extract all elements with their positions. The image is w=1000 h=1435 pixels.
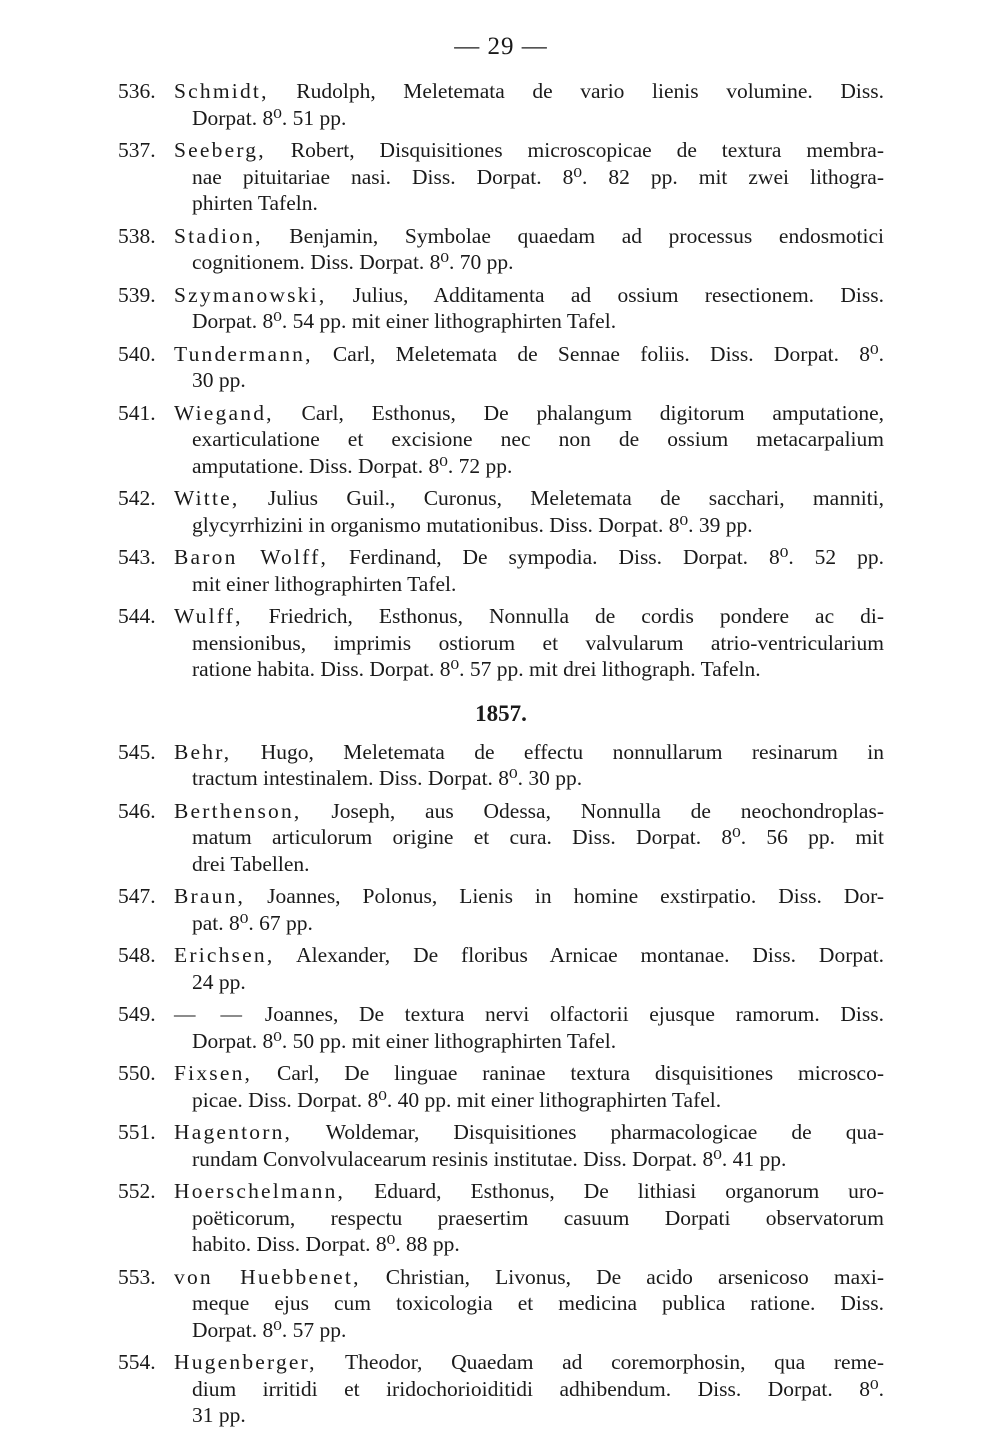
entry-line	[174, 603, 884, 630]
entry-line	[174, 969, 884, 996]
entry-line-text: Dorpat. 8⁰. 54 pp. mit einer lithographirten Tafel.	[192, 309, 617, 333]
entry-line-text: Eduard, Esthonus, De lithiasi organorum uro-	[345, 1179, 884, 1203]
bibliography-entry	[118, 942, 884, 995]
entry-number: 545.	[118, 739, 156, 764]
bibliography-entry	[118, 137, 884, 217]
entry-line	[174, 942, 884, 969]
entry-text	[174, 1349, 884, 1429]
entry-line-text: pat. 8⁰. 67 pp.	[192, 910, 313, 935]
entry-line-text: Dorpat. 8⁰. 51 pp.	[192, 105, 347, 130]
entry-number: 547.	[118, 884, 156, 908]
entry-author: Schmidt,	[174, 79, 269, 103]
entry-number: 552.	[118, 1179, 156, 1203]
entry-line	[174, 1376, 884, 1403]
entry-line-text: Carl, Meletemata de Sennae foliis. Diss. Dorpat. 8⁰.	[312, 341, 884, 366]
entry-line-text: amputatione. Diss. Dorpat. 8⁰. 72 pp.	[192, 453, 513, 478]
entry-text	[174, 1060, 884, 1113]
entry-line	[174, 1028, 884, 1055]
entry-line-text: 31 pp.	[192, 1403, 246, 1427]
bibliography-entry	[118, 341, 884, 394]
bibliography-entry	[118, 1349, 884, 1429]
entry-line-text: picae. Diss. Dorpat. 8⁰. 40 pp. mit einer lithographirten Tafel.	[192, 1087, 722, 1112]
entry-line-text: cognitionem. Diss. Dorpat. 8⁰. 70 pp.	[192, 250, 514, 274]
year-heading: 1857.	[475, 700, 527, 726]
bibliography-entry	[118, 544, 884, 597]
entry-line-text: nae pituitariae nasi. Diss. Dorpat. 8⁰. 82 pp. mit zwei lithogra-	[192, 164, 884, 189]
entry-line	[174, 630, 884, 657]
entry-line-text: Joannes, De textura nervi olfactorii ejusque ramorum. Diss.	[244, 1002, 884, 1026]
entry-line-text: drei Tabellen.	[192, 851, 310, 876]
entry-line-text: Friedrich, Esthonus, Nonnulla de cordis pondere ac di-	[242, 604, 884, 628]
entry-line-text: Rudolph, Meletemata de vario lienis volumine. Diss.	[268, 79, 884, 103]
entry-line-text: Julius, Additamenta ad ossium resectionem. Diss.	[326, 282, 884, 307]
entry-line	[174, 1231, 884, 1258]
entry-number: 536.	[118, 79, 156, 103]
entry-number: 537.	[118, 138, 156, 162]
entry-line-text: Alexander, De floribus Arnicae montanae. Diss. Dorpat.	[274, 943, 884, 967]
entry-line	[174, 453, 884, 480]
entry-line-text: meque ejus cum toxicologia et medicina publica ratione. Diss.	[192, 1291, 884, 1315]
entry-text	[174, 798, 884, 878]
entry-number: 549.	[118, 1002, 156, 1026]
entry-text	[174, 282, 884, 335]
entry-text	[174, 942, 884, 995]
entry-author: Stadion,	[174, 223, 263, 248]
entry-author: Tundermann,	[174, 341, 313, 366]
entry-line	[174, 308, 884, 335]
entry-number: 554.	[118, 1350, 156, 1374]
entry-author: Behr,	[174, 739, 232, 764]
bibliography-entry	[118, 603, 884, 683]
bibliography-entry	[118, 1119, 884, 1172]
entry-text	[174, 78, 884, 131]
entry-line	[174, 1178, 884, 1205]
entry-line-text: Benjamin, Symbolae quaedam ad processus endosmotici	[262, 223, 884, 248]
entry-author: Fixsen,	[174, 1061, 253, 1085]
entry-line	[174, 824, 884, 851]
bibliography-list	[118, 78, 884, 1429]
entry-line	[174, 512, 884, 539]
entry-line	[174, 137, 884, 164]
entry-line-text: Joseph, aus Odessa, Nonnulla de neochondroplas-	[301, 798, 884, 823]
entry-line	[174, 571, 884, 598]
entry-line-text: Ferdinand, De sympodia. Diss. Dorpat. 8⁰. 52 pp.	[328, 545, 884, 569]
entry-line	[174, 1317, 884, 1344]
bibliography-entry	[118, 400, 884, 480]
entry-line	[174, 1119, 884, 1146]
entry-text	[174, 137, 884, 217]
entry-line-text: Carl, De linguae raninae textura disquisitiones microsco-	[252, 1061, 884, 1085]
entry-line-text: Dorpat. 8⁰. 57 pp.	[192, 1317, 347, 1342]
entry-line	[174, 1205, 884, 1232]
entry-line-text: Julius Guil., Curonus, Meletemata de sacchari, manniti,	[239, 486, 884, 510]
entry-line	[174, 282, 884, 309]
bibliography-entry	[118, 1060, 884, 1113]
bibliography-entry	[118, 485, 884, 538]
entry-line	[174, 656, 884, 683]
entry-text	[174, 883, 884, 936]
entry-number: 540.	[118, 341, 156, 366]
entry-number: 539.	[118, 282, 156, 307]
entry-line	[174, 485, 884, 512]
entry-line-text: phirten Tafeln.	[192, 191, 318, 215]
entry-number: 551.	[118, 1120, 156, 1144]
entry-line	[174, 367, 884, 394]
entry-text	[174, 1178, 884, 1258]
entry-line	[174, 1402, 884, 1429]
entry-line-text: mit einer lithographirten Tafel.	[192, 571, 457, 596]
entry-text	[174, 739, 884, 792]
entry-line	[174, 341, 884, 368]
entry-line	[174, 910, 884, 937]
entry-line	[174, 739, 884, 766]
entry-line-text: dium irritidi et iridochorioiditidi adhibendum. Diss. Dorpat. 8⁰.	[192, 1376, 884, 1401]
entry-number: 541.	[118, 400, 156, 425]
entry-text	[174, 603, 884, 683]
entry-line	[174, 1290, 884, 1317]
entry-line	[174, 78, 884, 105]
entry-author: Hagentorn,	[174, 1120, 293, 1144]
entry-line-text: poëticorum, respectu praesertim casuum Dorpati observatorum	[192, 1205, 884, 1230]
entry-author: Braun,	[174, 884, 246, 908]
entry-line-text: Woldemar, Disquisitiones pharmacologicae de qua-	[292, 1120, 884, 1144]
entry-number: 546.	[118, 798, 156, 823]
entry-text	[174, 485, 884, 538]
entry-text	[174, 223, 884, 276]
entry-line-text: Carl, Esthonus, De phalangum digitorum amputatione,	[273, 400, 884, 425]
entry-author: — —	[174, 1002, 245, 1026]
entry-text	[174, 1119, 884, 1172]
entry-line	[174, 544, 884, 571]
bibliography-entry	[118, 883, 884, 936]
entry-line	[174, 883, 884, 910]
entry-line-text: rundam Convolvulacearum resinis institutae. Diss. Dorpat. 8⁰. 41 pp.	[192, 1146, 787, 1171]
bibliography-entry	[118, 1178, 884, 1258]
entry-author: von Huebbenet,	[174, 1264, 361, 1289]
entry-line	[174, 223, 884, 250]
entry-line-text: Dorpat. 8⁰. 50 pp. mit einer lithographirten Tafel.	[192, 1028, 617, 1053]
entry-text	[174, 341, 884, 394]
entry-number: 538.	[118, 223, 156, 248]
entry-line	[174, 1264, 884, 1291]
bibliography-entry	[118, 78, 884, 131]
bibliography-entry	[118, 223, 884, 276]
entry-line-text: Hugo, Meletemata de effectu nonnullarum resinarum in	[231, 739, 884, 764]
entry-line	[174, 190, 884, 217]
entry-line	[174, 798, 884, 825]
entry-number: 553.	[118, 1264, 156, 1289]
entry-number: 548.	[118, 943, 156, 967]
bibliography-entry	[118, 1001, 884, 1054]
entry-author: Erichsen,	[174, 943, 275, 967]
entry-author: Wulff,	[174, 604, 243, 628]
entry-line-text: Robert, Disquisitiones microscopicae de textura membra-	[265, 138, 884, 162]
document-page	[118, 30, 884, 1435]
entry-line	[174, 249, 884, 276]
entry-author: Hoerschelmann,	[174, 1179, 346, 1203]
entry-line	[174, 1060, 884, 1087]
entry-text	[174, 1001, 884, 1054]
entry-line-text: Theodor, Quaedam ad coremorphosin, qua reme-	[316, 1350, 884, 1374]
page-number: — 29 —	[454, 33, 548, 60]
entry-text	[174, 1264, 884, 1344]
entry-line	[174, 400, 884, 427]
entry-author: Hugenberger,	[174, 1350, 317, 1374]
entry-line	[174, 1349, 884, 1376]
entry-line-text: 24 pp.	[192, 969, 246, 994]
entry-author: Wiegand,	[174, 400, 274, 425]
entry-author: Berthenson,	[174, 798, 302, 823]
entry-line-text: habito. Diss. Dorpat. 8⁰. 88 pp.	[192, 1232, 460, 1256]
bibliography-entry	[118, 798, 884, 878]
entry-text	[174, 544, 884, 597]
entry-line	[174, 1001, 884, 1028]
bibliography-entry	[118, 282, 884, 335]
entry-number: 543.	[118, 545, 156, 569]
entry-number: 544.	[118, 604, 156, 628]
entry-line	[174, 851, 884, 878]
entry-author: Seeberg,	[174, 138, 266, 162]
entry-author: Baron Wolff,	[174, 545, 329, 569]
entry-line-text: tractum intestinalem. Diss. Dorpat. 8⁰. 30 pp.	[192, 766, 583, 790]
entry-line	[174, 1146, 884, 1173]
entry-number: 542.	[118, 486, 156, 510]
entry-line-text: glycyrrhizini in organismo mutationibus. Diss. Dorpat. 8⁰. 39 pp.	[192, 512, 753, 537]
entry-line-text: Christian, Livonus, De acido arsenicoso maxi-	[360, 1264, 884, 1289]
entry-author: Szymanowski,	[174, 282, 327, 307]
entry-number: 550.	[118, 1061, 156, 1085]
entry-line-text: matum articulorum origine et cura. Diss. Dorpat. 8⁰. 56 pp. mit	[192, 825, 884, 849]
entry-line	[174, 765, 884, 792]
entry-line-text: 30 pp.	[192, 368, 246, 392]
entry-line	[174, 164, 884, 191]
entry-line-text: mensionibus, imprimis ostiorum et valvularum atrio-ventricularium	[192, 630, 884, 655]
bibliography-entry	[118, 739, 884, 792]
entry-line	[174, 105, 884, 132]
entry-line	[174, 426, 884, 453]
entry-line-text: ratione habita. Diss. Dorpat. 8⁰. 57 pp. mit drei lithograph. Tafeln.	[192, 657, 761, 681]
entry-author: Witte,	[174, 486, 240, 510]
entry-line	[174, 1087, 884, 1114]
entry-line-text: Joannes, Polonus, Lienis in homine exstirpatio. Diss. Dor-	[245, 884, 884, 908]
bibliography-entry	[118, 1264, 884, 1344]
entry-line-text: exarticulatione et excisione nec non de ossium metacarpalium	[192, 427, 884, 451]
entry-text	[174, 400, 884, 480]
